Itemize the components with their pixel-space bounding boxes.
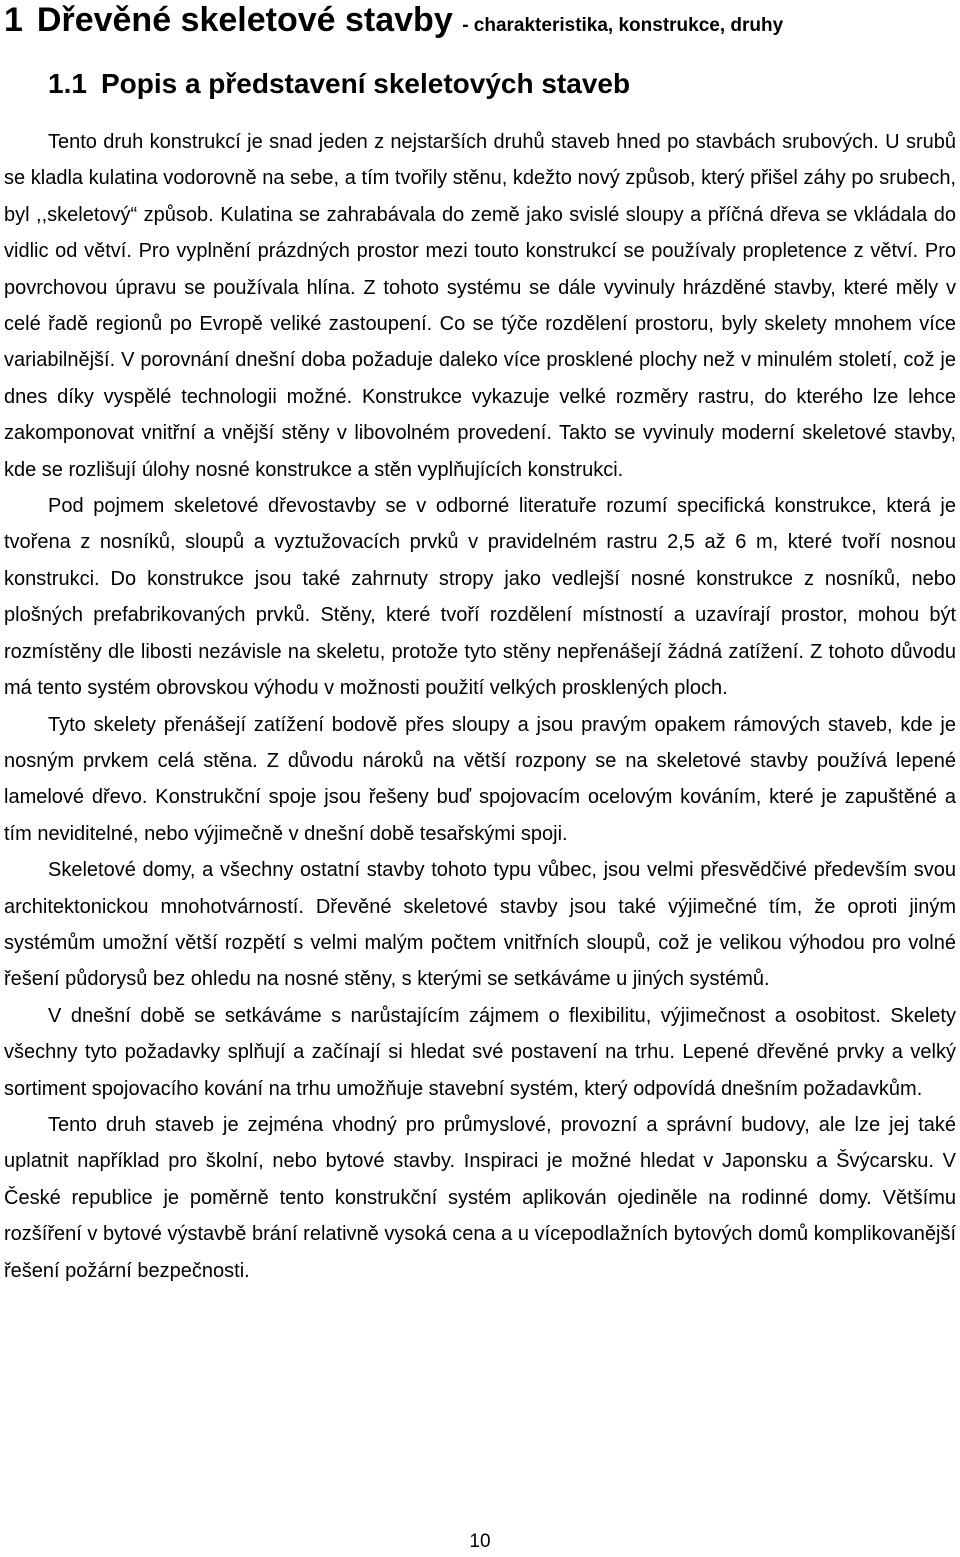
chapter-title: Dřevěné skeletové stavby [36,1,453,39]
page-number: 10 [469,1531,491,1552]
section-number: 1.1 [48,68,87,99]
paragraph: Tyto skelety přenášejí zatížení bodově přes sloupy a jsou pravým opakem rámových staveb, kde je nosným prvkem celá stěna. Z důvodu nároků na větší rozpony se na skeletové stavby používá lepené lamelové dřevo. Konstrukční spoje jsou řešeny buď spojovacím ocelovým kováním, které je zapuštěné a tím neviditelné, nebo výjimečně v dnešní době tesařskými spoji. [4,713,956,845]
paragraph: V dnešní době se setkáváme s narůstajícím zájmem o flexibilitu, výjimečnost a osobitost. Skelety všechny tyto požadavky splňují a začínají si hledat své postavení na trhu. Lepené dřevěné prvky a velký sortiment spojovacího kování na trhu umožňuje stavební systém, který odpovídá dnešním požadavkům. [4,1004,956,1100]
chapter-heading [4,0,956,48]
paragraph: Pod pojmem skeletové dřevostavby se v odborné literatuře rozumí specifická konstrukce, která je tvořena z nosníků, sloupů a vyztužovacích prvků v pravidelném rastru 2,5 až 6 m, které tvoří nosnou konstrukci. Do konstrukce jsou také zahrnuty stropy jako vedlejší nosné konstrukce z nosníků, nebo plošných prefabrikovaných prvků. Stěny, které tvoří rozdělení místností a uzavírají prostor, mohou být rozmístěny dle libosti nezávisle na skeletu, protože tyto stěny nepřenášejí žádná zatížení. Z tohoto důvodu má tento systém obrovskou výhodu v možnosti použití velkých prosklených ploch. [4,495,956,700]
paragraph: Tento druh staveb je zejména vhodný pro průmyslové, provozní a správní budovy, ale lze jej také uplatnit například pro školní, nebo bytové stavby. Inspiraci je možné hledat v Japonsku a Švýcarsku. V České republice je poměrně tento konstrukční systém aplikován ojediněle na rodinné domy. Většímu rozšíření v bytové výstavbě brání relativně vysoká cena a u vícepodlažních bytových domů komplikovanější řešení požární bezpečnosti. [4,1113,956,1282]
chapter-subtitle: - charakteristika, konstrukce, druhy [462,15,784,36]
paragraph: Tento druh konstrukcí je snad jeden z nejstarších druhů staveb hned po stavbách srubových. U srubů se kladla kulatina vodorovně na sebe, a tím tvořily stěnu, kdežto nový způsob, který přišel záhy po srubech, byl ,,skeletový“ způsob. Kulatina se zahrabávala do země jako svislé sloupy a příčná dřeva se vkládala do vidlic od větví. Pro vyplnění prázdných prostor mezi touto konstrukcí se používaly propletence z větví. Pro povrchovou úpravu se používala hlína. Z tohoto systému se dále vyvinuly hrázděné stavby, které měly v celé řadě regionů po Evropě veliké zastoupení. Co se týče rozdělení prostoru, byly skelety mnohem více variabilnější. V porovnání dnešní doba požaduje daleko více prosklené plochy než v minulém století, což je dnes díky vyspělé technologii možné. Konstrukce vykazuje velké rozměry rastru, do kterého lze lehce zakomponovat vnitřní a vnější stěny v libovolném provedení. Takto se vyvinuly moderní skeletové stavby, kde se rozlišují úlohy nosné konstrukce a stěn vyplňujících konstrukci. [4,131,956,481]
section-heading [48,66,630,102]
section-title: Popis a představení skeletových staveb [100,68,631,99]
chapter-number: 1 [4,1,23,39]
body-text [4,124,956,1289]
paragraph: Skeletové domy, a všechny ostatní stavby tohoto typu vůbec, jsou velmi přesvědčivé především svou architektonickou mnohotvárností. Dřevěné skeletové stavby jsou také výjimečné tím, že oproti jiným systémům umožní větší rozpětí s velmi malým počtem vnitřních sloupů, což je velikou výhodou pro volné řešení půdorysů bez ohledu na nosné stěny, s kterými se setkáváme u jiných systémů. [4,859,956,991]
